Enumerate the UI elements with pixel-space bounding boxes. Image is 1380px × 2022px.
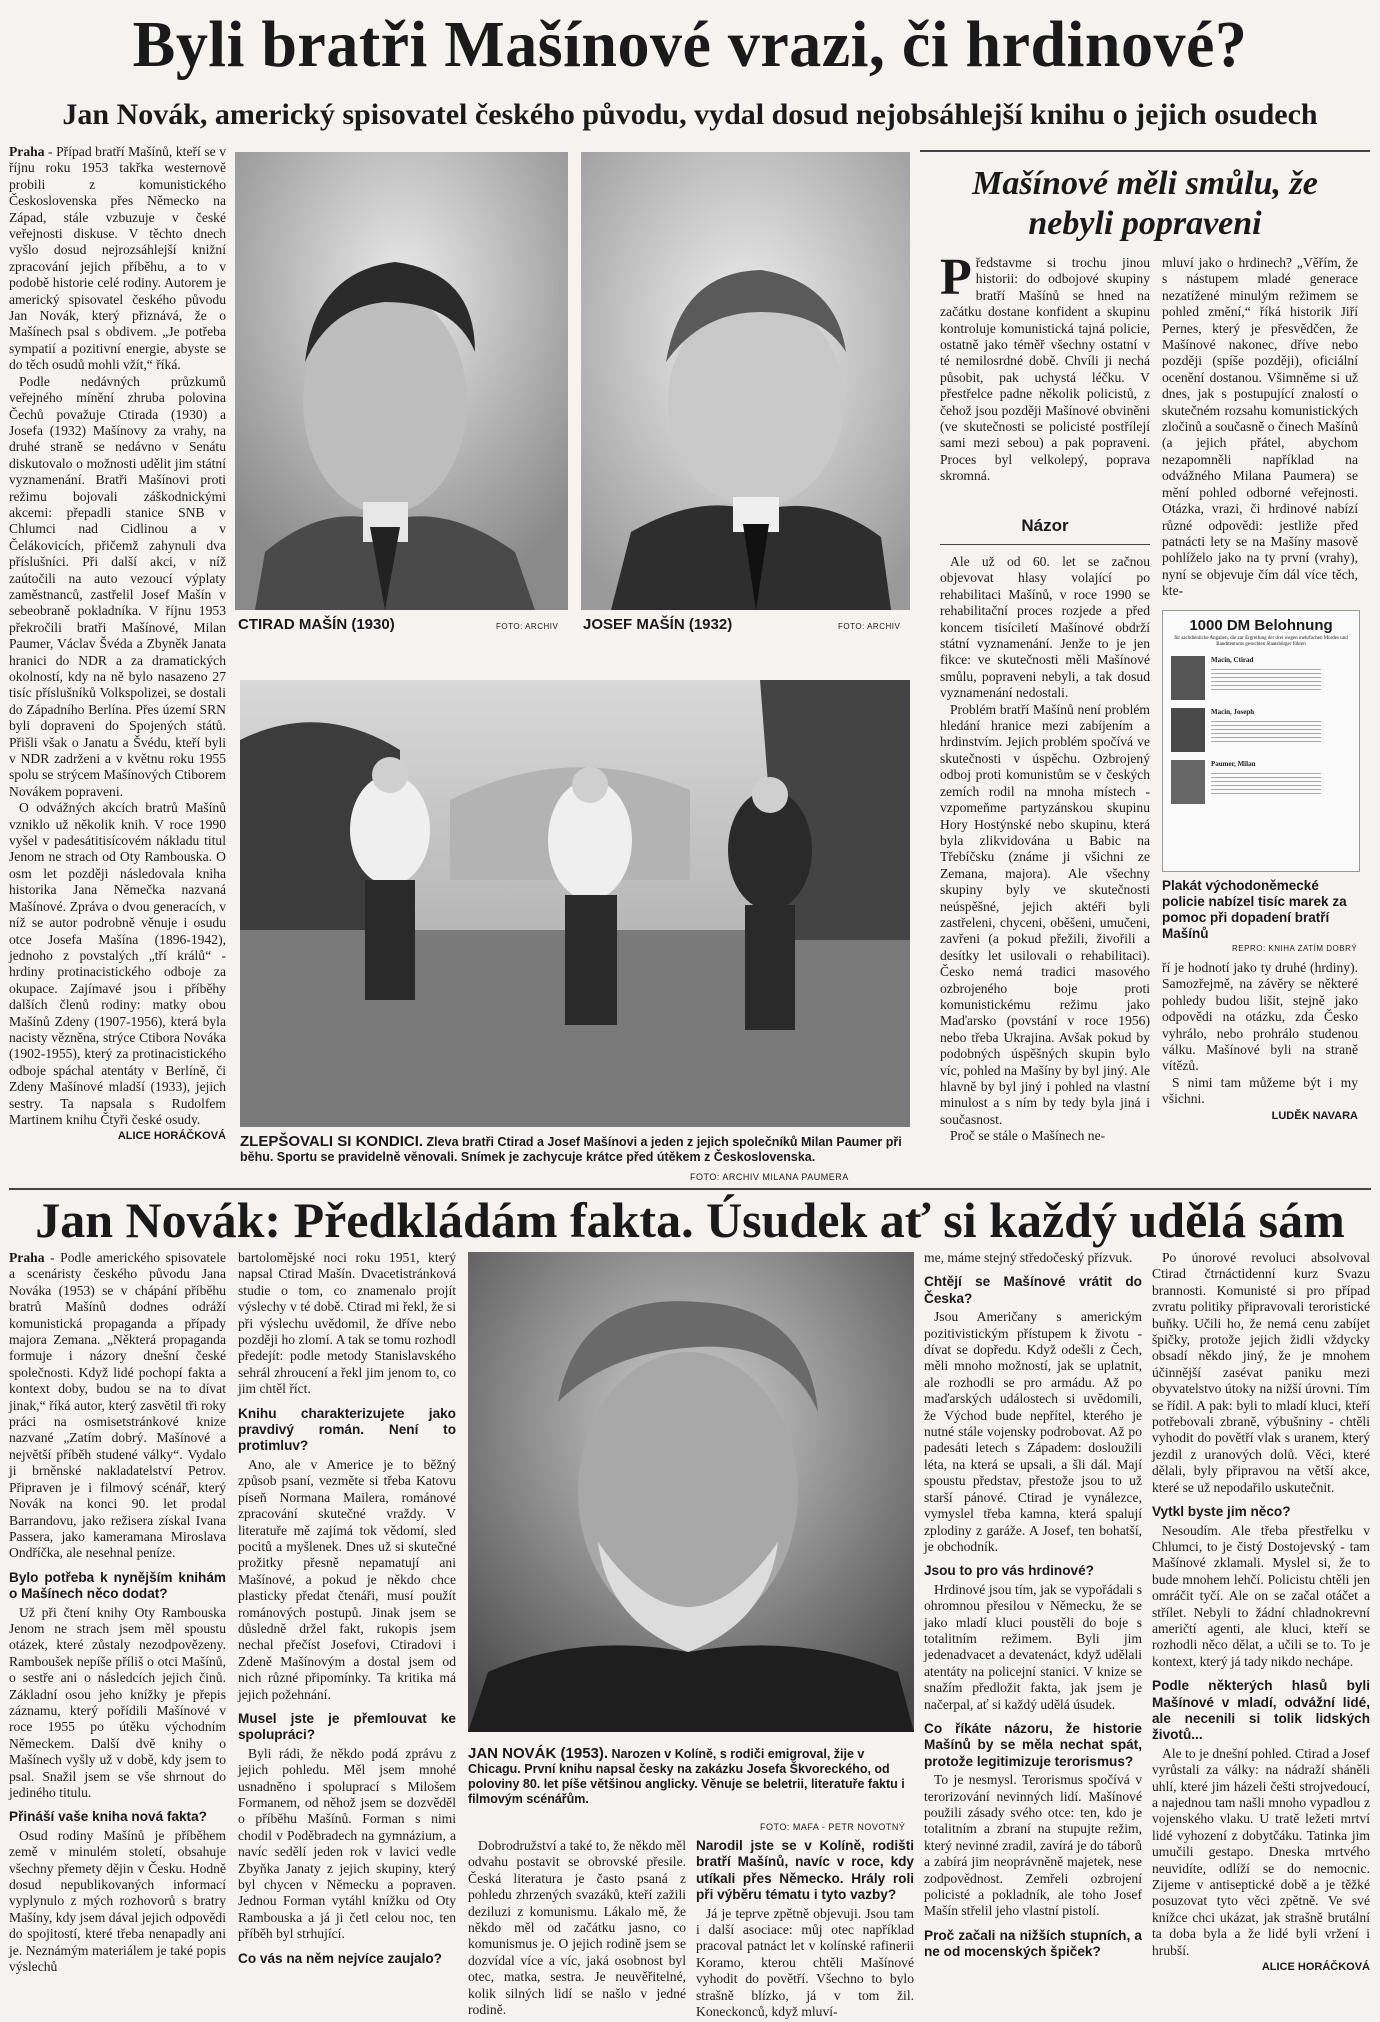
- interview-answer: Osud rodiny Mašínů je příběhem země v minulém století, obsahuje všechny přemety dějin v Česku. Hodně dosud nepublikovaných informací vyplynulo z mých rozhovorů s bratry Mašíny, kdy jsem dával jejich odpovědi do spojitostí, které třeba nenapadly ani je. Neznámým materiálem je také popis výslechů: [9, 1827, 226, 1975]
- sidebar-paragraph: Ale už od 60. let se začnou objevovat hlasy volající po rehabilitaci Mašínů, v roce 1990 se rehabilitační proces rozjede a před koncem tisíciletí Mašínové obdrží státní vyznamenání. Jenže to je jen fikce: ve skutečnosti měli Mašínové smůlu, popraveni nebyli, a tak dosud vyznamenání nedostali.: [940, 554, 1150, 701]
- article-paragraph: O odvážných akcích bratrů Mašínů vzniklo už několik knih. V roce 1990 vyšel v padesátitisícovém nákladu titul Jenom ne strach od Oty Rambouska. O osm let později následovala kniha historika Jana Němečka nazvaná Mašínové. Zpráva o dvou generacích, v níž se autor podrobně věnuje i osudu otce Josefa Mašína (1896-1942), jednoho z povstalých „tří králů“ - hrdiny protinacistického odboje za okupace. Zajímavé jsou i příběhy dalších členů rodiny: matky obou Mašínů Zdeny (1907-1956), která byla nacisty vězněna, strýce Ctibora Nováka (1902-1955), který za protinacistického odboje spáchal atentáty v Berlíně, či Zdeny Mašínové mladší (1933), jejich sestry. Ta napsala s Rudolfem Martinem knihu Čtyři české osudy.: [9, 800, 226, 1127]
- photo-running-brothers: [240, 680, 910, 1127]
- interview-answer: To je nesmysl. Terorismus spočívá v terorizování nevinných lidí. Mašínové použili zásady svého otce: ten, kdo je totalitním a zbraní na stupujte režim, který nevinné zradil, zavírá je do táborů a zabírá jim neoprávněně majetek, nese zodpovědnost. Zemřeli ozbrojení policisté a pokladník, ale toho Josef Mašín střelil jeho vlastní pistolí.: [924, 1772, 1142, 1919]
- author-signature: ALICE HORÁČKOVÁ: [117, 1130, 226, 1143]
- sidebar-column-2b: [1162, 960, 1358, 1150]
- interview-answer: Já je teprve zpětně objevuji. Jsou tam i další asociace: můj otec například pracoval patnáct let v kolínské rafinerii Koramo, kterou chtěli Mašínové vyhodit do povětří. Všechno to bylo strašně blízko, já v tom žil. Koneckonců, když mluví-: [696, 1905, 914, 2020]
- left-column-article: [9, 144, 226, 1186]
- photo3-credit: FOTO: ARCHIV MILANA PAUMERA: [690, 1172, 849, 1182]
- interview-question: Musel jste je přemlouvat ke spolupráci?: [238, 1710, 456, 1743]
- interview-column-5: [1152, 1250, 1370, 2016]
- interview-answer: Ale to je dnešní pohled. Ctirad a Josef vyrůstali za války: na nádraží sháněli uhlí, které jim házeli češti strojvedoucí, a najednou tam našli mnoho vypadlou z vojenského vlaku. U tratě ležeti mrtví lidé vyhození z dobytčáku. Tatinka jim umučili gestapo. Dneska mrtvého neuvidíte, odlíží se do nemocnic. Zijeme v antiseptické době a je těžké posuzovat tyto věci zpětně. Ve své knížce chci ukázat, jak strašně brutální ta doba byla a že lidé byli vržení i hrubší.: [1152, 1745, 1370, 1958]
- interview-question: Co vás na něm nejvíce zaujalo?: [238, 1950, 442, 1966]
- interview-question: Jsou to pro vás hrdinové?: [924, 1563, 1094, 1579]
- poster-person: Paumer, Milan: [1211, 760, 1256, 768]
- portrait-image: [468, 1252, 914, 1732]
- sidebar-paragraph: S nimi tam můžeme být i my všichni.: [1162, 1074, 1358, 1107]
- sidebar-title: Mašínové měli smůlu, že nebyli popraveni: [972, 165, 1318, 242]
- running-image: [240, 680, 910, 1127]
- photo-josef-masin: [581, 152, 910, 610]
- photo2-credit: FOTO: ARCHIV: [838, 622, 901, 631]
- interview-answer: Hrdinové jsou tím, jak se vypořádali s ohromnou přesilou v Německu, že se jako mladí kluci poustěli do boje s totalitním režimem. Byli jim jedenadvacet a devatenáct, když udělali atentáty na policejní stanici. V knize se snažím předložit fakta, jak jsem je načerpal, ať si každý udělá úsudek.: [924, 1581, 1142, 1712]
- section-rule: [940, 544, 1150, 545]
- poster-person: Macin, Ctirad: [1211, 656, 1254, 664]
- interview-column-2: [238, 1250, 456, 1966]
- interview-question: Proč začali na nižších stupních, a ne od mocenských špiček?: [924, 1927, 1142, 1960]
- interview-column-3b: [696, 1838, 914, 2020]
- section-label-nazor: Názor: [1021, 516, 1069, 535]
- interview-question: Narodil jste se v Kolíně, rodišti bratří Mašínů, navíc v roce, kdy utíkali přes Německo. Hrály roli při výběru tématu i tyto vazby?: [696, 1838, 914, 1903]
- sidebar-paragraph: Problém bratří Mašínů není problém hledání hranice mezi zabíjením a hrdinstvím. Jejich problém spočívá ve skutečnosti v úspěchu. Ozbrojený odboj proti komunistům se v českých zemích rodil na mnoha místech - vzpomeňme partyzánskou skupinu Hory Hostýnské nebo skupinu, která byla zlikvidována u Babic na Třebíčsku (známe ji všichni ze Zemana, majora). Ale všechny skupiny byly ve skutečnosti neúspěšné, jejich aktéři byli zastřeleni, chyceni, oběšeni, umučeni, zavřeni (a pokud přežili, živořili a desítky let usilovali o rehabilitaci). Česko nemá tradici masového ozbrojeného boje proti komunistickému režimu jako Maďarsko (povstání v roce 1956) nebo třeba Ukrajina. Avšak pokud by podobných úspěšných skupin bylo víc, pohled na Mašíny by byl jiný. Ale hlavně by byl jiný i pohled na vlastní minulost a s ním by tedy byla jiná i současnost.: [940, 701, 1150, 1127]
- portrait-image: [581, 152, 910, 610]
- poster-filler-lines: [1211, 718, 1321, 744]
- photo4-caption-text: Narozen v Kolíně, s rodiči emigroval, žije v Chicagu. První knihu napsal česky na zakázku Josefa Škvoreckého, od poloviny 80. let píše většinou anglicky. Věnuje se beletrii, literatuře faktu i filmovým scénářům.: [468, 1747, 905, 1806]
- interview-headline: Jan Novák: Předkládám fakta. Úsudek ať si každý udělá sám: [35, 1192, 1345, 1248]
- interview-question: Chtějí se Mašínové vrátit do Česka?: [924, 1274, 1142, 1306]
- photo1-credit: FOTO: ARCHIV: [496, 622, 559, 631]
- sidebar-paragraph: Proč se stále o Mašínech ne-: [950, 1128, 1106, 1144]
- interview-lead: - Podle amerického spisovatele a scenáristy českého původu Jana Nováka (1953) se v chápání příběhu bratrů Mašínů dodnes odráží komunistická propaganda a případy majora Zemana. „Některá propaganda formuje i názory dnešní české společnosti. Když lidé pochopí fakta a kontext doby, budou se na to dívat jinak,“ říká autor, který zasvětil tři roky práci na osmisetstránkové knize nazvané „Zatím dobrý. Mašínové a největší příběh studené války“. Vydalo ji brněnské nakladatelství Petrov. Připraven je i filmový scénář, který Novák na konci 90. let prodal Barrandovu, jako režisera získal Ivana Passera, jako kameramana Miroslava Ondříčka, ale nesehnal peníze.: [9, 1250, 226, 1561]
- photo4-caption-title: JAN NOVÁK (1953).: [468, 1745, 609, 1762]
- photo-jan-novak: [468, 1252, 914, 1732]
- interview-answer: me, máme stejný středočeský přízvuk.: [924, 1250, 1133, 1265]
- poster-row: [1171, 708, 1351, 752]
- interview-question: Přináší vaše kniha nová fakta?: [9, 1809, 207, 1825]
- poster-person: Macin, Joseph: [1211, 708, 1255, 716]
- photo3-caption: [240, 1134, 910, 1165]
- photo-ctirad-masin: [235, 152, 568, 610]
- poster-credit: REPRO: KNIHA ZATÍM DOBRÝ: [1232, 944, 1358, 953]
- wanted-poster: [1162, 610, 1360, 872]
- photo2-name: JOSEF MAŠÍN (1932): [583, 616, 733, 633]
- interview-answer: Už při čtení knihy Oty Rambouska Jenom ne strach jsem měl spoustu otázek, které zůstaly nezodpovězeny. Ramboušek nepíše příliš o otci Mašínů, o sestře ani o následcích jejich činů. Základní osou jeho knížky je přepis záznamu, který pořídili Mašínové v roce 1955 po útěku východním Německem. Další dvě knihy o Mašínech vyšly už v době, kdy jsem to psal. Snažil jsem se vše shrnout do jediného titulu.: [9, 1604, 226, 1800]
- interview-question: Co říkáte názoru, že historie Mašínů by se měla nechat spát, protože legitimizuje terorismus?: [924, 1720, 1142, 1769]
- interview-column-2b: [468, 1838, 686, 2016]
- sidebar-paragraph: ří je hodnotí jako ty druhé (hrdiny). Samozřejmě, na závěry se některé pohledy budou lišit, stejně jako odpovědi na otázku, zda Česko vyhrálo, nebo prohrálo studenou válku. Mašínové byli na straně vítězů.: [1162, 960, 1358, 1074]
- poster-row: [1171, 760, 1351, 804]
- photo3-caption-text: Zleva bratři Ctirad a Josef Mašínovi a jeden z jejich společníků Milan Paumer při běhu. Sportu se pravidelně věnovali. Snímek je zachycuje krátce před útěkem z Československa.: [240, 1135, 902, 1164]
- dateline: Praha: [9, 144, 45, 159]
- photo3-caption-title: ZLEPŠOVALI SI KONDICI.: [240, 1133, 424, 1150]
- interview-signature: ALICE HORÁČKOVÁ: [1261, 1961, 1370, 1974]
- main-headline: Byli bratři Mašínové vrazi, či hrdinové?: [132, 8, 1248, 81]
- mugshot-image: [1171, 708, 1205, 752]
- sidebar-column-2: [1162, 255, 1358, 599]
- interview-answer: bartolomějské noci roku 1951, který napsal Ctirad Mašín. Dvacetistránková studie o tom, co znamenalo projít výslechy v té době. Ctirad mi řekl, že si při výslechu uvědomil, že dříve nebo později ho zlomí. A tak se tomu rozhodl předejít: podle metody Stanislavského sehrál zhroucení a řekl jim jenom to, co jim chtěl říct.: [238, 1250, 456, 1397]
- interview-answer: Ano, ale v Americe je to běžný způsob psaní, vezměte si třeba Katovu píseň Normana Mailera, románové zpracování skutečné vraždy. V literatuře mě zajímá tok vědomí, sled pocitů a myšlenek. Dnes už si skutečné prožitky přesně nepamatují ani Mašínové, a pokud je někdo chce plasticky předat čtenáři, musí použít románových postupů. Jinak jsem se důsledně držel fakt, rukopis jsem nechal přečíst Josefovi, Ctiradovi i Zdeně Mašínovým a dostal jsem od nich různé připomínky. Ta kritika má jejich požehnání.: [238, 1456, 456, 1702]
- mugshot-image: [1171, 656, 1205, 700]
- photo4-credit: FOTO: MAFA - PETR NOVOTNÝ: [760, 1822, 906, 1832]
- poster-title: 1000 DM Belohnung: [1189, 617, 1333, 634]
- poster-caption: Plakát východoněmecké policie nabízel tisíc marek za pomoc při dopadení bratří Mašínů: [1162, 878, 1347, 941]
- mugshot-image: [1171, 760, 1205, 804]
- interview-question: Podle některých hlasů byli Mašínové v mladí, odvážní lidé, ale necenili si tolik lidských životů...: [1152, 1678, 1370, 1743]
- poster-filler-lines: [1211, 666, 1321, 692]
- interview-column-1: [9, 1250, 226, 2016]
- sidebar-text: ředstavme si trochu jinou historii: do odbojové skupiny bratří Mašínů se hned na začátku dostane konfident a skupinu kontroluje komunistická tajná policie, ostatně jako téměř všechny ostatní v té nemilosrdné době. Chvíli ji nechá působit, pak uchystá léčku. V přestřelce padne několik policistů, z čehož jsou později Mašínové obviněni (ve skutečnosti se policisté postřílejí sami mezi sebou) a pak popraveni. Proces byl velkolepý, poprava skromná.: [940, 255, 1150, 484]
- interview-answer: Po únorové revoluci absolvoval Ctirad čtrnáctidenní kurz Svazu brannosti. Komunisté si pro případ zvratu politiky připravovali teroristické buňky. Učili ho, že nemá cenu zabíjet špičky, protože jejich židli vždycky obsadí někdo jiný, že je mnohem účinnější zasévat paniku mezi obyvatelstvo útoky na nižší úrovni. Tím se řídil. A pak: byli to mladí kluci, kteří potřebovali zbraně, výbušniny - chtěli vyhodit do povětří vlak s uranem, který jezdil z uranových dolů. Věci, které dělali, byly připravou na větší akce, které se už nepodařilo uskutečnit.: [1152, 1250, 1370, 1495]
- sidebar-divider: [920, 150, 1370, 152]
- interview-question: Vytkl byste jim něco?: [1152, 1504, 1291, 1520]
- article-paragraph: Podle nedávných průzkumů veřejného mínění zhruba polovina Čechů považuje Ctirada (1930) a Josefa (1932) Mašínovy za vrahy, na druhé straně se nedávno v Senátu diskutovalo o možnosti udělit jim státní vyznamenání. Bratři Mašínovi proti režimu bojovali záškodnickými akcemi: přepadli stanice SNB v Chlumci nad Cidlinou a v Čelákovicích, přičemž zahynuli dva příslušníci. Při další akci, v níž zaútočili na auto vezoucí výplaty zaměstnanců, zastřelil Josef Mašín v sebeobraně pokladníka. V říjnu 1953 překročili bratři Mašínové, Milan Paumer, Václav Švéda a Zbyněk Janata hranici do NDR a za dramatických okolností, kdy na ně bylo nasazeno 27 tisíc příslušníků Volkspolizei, se dostali do Západního Berlína. Přes území SRN byli dopraveni do Spojených států. Přišli však o Janatu a Švédu, kteří byli v NDR zadrženi a v květnu roku 1955 spolu se strýcem Mašínových Ctiborem Novákem popraveni.: [9, 373, 226, 799]
- interview-answer: Jsou Američany s americkým pozitivistickým přístupem k životu - dívat se dopředu. Když odešli z Čech, měli mnoho možností, jak se uplatnit, ale rozhodli se pro armádu. Až po maďarských událostech si uvědomili, že Východ bude nepřítel, kterého je nutné stále vojensky podrobovat. Až po padesáti letech s Západem: dosloužili léta, na která se upsali, a šli dál. Mají spoustu představ, přestože jsou to už starší pánové. Ctirad je vynálezce, vymyslel třeba kamna, která spalují zplodiny z garáže. A Josef, ten bohatší, je obchodník.: [924, 1309, 1142, 1554]
- photo1-name: CTIRAD MAŠÍN (1930): [238, 616, 395, 633]
- sidebar-column-1: [940, 249, 1150, 500]
- sidebar-paragraph: mluví jako o hrdinech? „Věřím, že s nástupem mladé generace nezatížené minulým režimem se pohled změní,“ říká historik Jiří Pernes, který je přesvědčen, že Mašínové nakonec, dříve nebo později (spíše později), oficiální ocenění dostanou. Všimněme si už dnes, jak s postupující znalostí o skutečném rozsahu komunistických zločinů a současně o činech Mašínů (a jejich přátel, abychom nezapomněli například na odvážného Milana Paumera) se mění pohled odborné veřejnosti. Otázka, vrazi, či hrdinové nabízí různé odpovědi: jestliže před patnácti lety se na Mašíny masově pohlíželo jako na ty první (vrahy), nyní se objevuje čím dál více těch, kte-: [1162, 255, 1358, 599]
- interview-answer: Byli rádi, že někdo podá zprávu z jejich pohledu. Měl jsem mnohé usnadněno i spoluprací s Milošem Formanem, od něhož jsem se dozvěděl o příběhu Mašínů. Forman s nimi chodil v Poděbradech na gymnázium, a navíc sedělí jeden rok v lavici vedle Zbyňka Janaty z jejich skupiny, který byl chycen v Německu a popraven. Jednou Forman vytáhl knížku od Oty Rambouska a já ji četl celou noc, ten příběh byl strhující.: [238, 1745, 456, 1942]
- interview-answer: Nesoudím. Ale třeba přestřelku v Chlumci, to je čistý Dostojevský - tam Mašínové zklamali. Myslel si, že to bude mnohem lehčí. Policistu chtěli jen omráčit tyčí. Ale on se začal otáčet a střílet. Nebyli to žádní chladnokrevní američtí agenti, ale kluci, kteří se rozhodli něco dělat, a učili se to. To je kontext, který já tady nikdo nechápe.: [1152, 1522, 1370, 1669]
- interview-question: Bylo potřeba k nynějším knihám o Mašínech něco dodat?: [9, 1569, 226, 1602]
- article-lead-text: - Případ bratří Mašínů, kteří se v říjnu roku 1953 takřka westernově probili z komunistického Československa přes Německo na Západ, stále vzbuzuje v české veřejnosti diskuse. V těchto dnech vyšlo dosud nejrozsáhlejší knižní zpracování jejich příběhu, a to v podobě historie celé rodiny. Autorem je americký spisovatel českého původu Jan Novák, který přiznává, že o Mašínech psal s obdivem. „Je potřeba sympatií a pozitivní energie, abyste se do těch osudů mohli vžít,“ říká.: [9, 144, 226, 373]
- interview-answer: Dobrodružství a také to, že někdo měl odvahu postavit se obrovské přesile. Česká literatura je často psaná z pohledu zhrzených svazáků, kteří zažili deziluzi z komunismu. Lákalo mě, že někdo měl od začátku jasno, co komunismus je. O jejich rodině jsem se dozvídal více a víc, jaká osobnost byl otec, matka, sestra. Je neuvěřitelné, kolik silných lidí se našlo v jedné rodině.: [468, 1838, 686, 2018]
- interview-column-4: [924, 1250, 1142, 2016]
- poster-subtitle: für sachdienliche Angaben, die zur Ergreifung der drei wegen mehrfachen Mordes und Banditentums gesuchten Staatsbürger führen: [1174, 636, 1348, 647]
- dropcap-letter: P: [940, 249, 972, 306]
- photo4-caption: [468, 1746, 914, 1807]
- poster-filler-lines: [1211, 770, 1321, 796]
- interview-question: Knihu charakterizujete jako pravdivý román. Není to protimluv?: [238, 1405, 456, 1454]
- sidebar-column-1b: [940, 554, 1150, 1182]
- portrait-image: [235, 152, 568, 610]
- poster-row: [1171, 656, 1351, 700]
- subheadline: Jan Novák, americký spisovatel českého původu, vydal dosud nejobsáhlejší knihu o jejich osudech: [62, 98, 1318, 131]
- dateline: Praha: [9, 1250, 45, 1265]
- sidebar-signature: LUDĚK NAVARA: [1271, 1109, 1358, 1122]
